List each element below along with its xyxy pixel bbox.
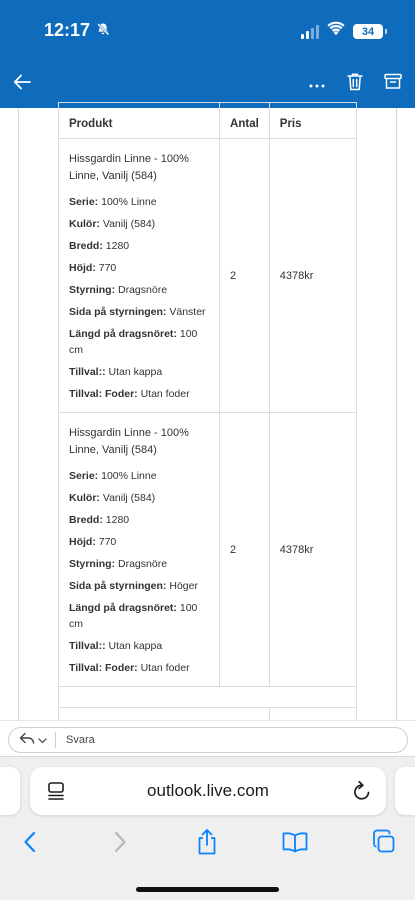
attribute-value: Utan foder (137, 388, 190, 400)
bookmarks-button[interactable] (277, 827, 313, 861)
attribute-label: Sida på styrningen: (69, 306, 167, 318)
product-name: Hissgardin Linne - 100% Linne, Vanilj (584) (69, 153, 189, 182)
attribute-label: Tillval:: (69, 366, 106, 378)
message-frame-left (18, 108, 19, 720)
home-indicator[interactable] (136, 887, 279, 892)
attribute-value: 1280 (102, 240, 130, 252)
message-frame-right (396, 108, 397, 720)
attribute-row (69, 468, 209, 484)
attribute-label: Tillval:: (69, 640, 106, 652)
trash-icon (346, 72, 364, 96)
reply-icon (19, 731, 35, 749)
attribute-label: Kulör: (69, 492, 100, 504)
reply-field[interactable] (8, 727, 408, 753)
attribute-label: Längd på dragsnöret: (69, 602, 177, 614)
attribute-label: Tillval: Foder: (69, 388, 138, 400)
status-bar (0, 0, 415, 60)
attribute-value: Vänster (166, 306, 206, 318)
spacer-row (59, 687, 357, 708)
attribute-row (69, 638, 209, 654)
more-horizontal-icon (309, 75, 325, 93)
delete-button[interactable] (339, 68, 371, 100)
back-button[interactable] (6, 68, 38, 100)
order-table (58, 102, 357, 744)
attribute-value: Utan foder (137, 662, 190, 674)
attribute-label: Längd på dragsnöret: (69, 328, 177, 340)
attribute-row (69, 660, 209, 676)
quantity-cell: 2 (220, 413, 270, 687)
price-cell: 4378kr (269, 139, 356, 413)
attribute-value: 1280 (102, 514, 130, 526)
reply-bar (0, 720, 415, 756)
attribute-label: Tillval: Foder: (69, 662, 138, 674)
url-text[interactable]: outlook.live.com (147, 781, 269, 800)
archive-button[interactable] (377, 68, 409, 100)
status-time-group (44, 20, 110, 41)
attribute-label: Kulör: (69, 218, 100, 230)
attribute-row (69, 534, 209, 550)
attribute-row (69, 512, 209, 528)
chevron-left-icon (23, 831, 37, 858)
quantity-cell: 2 (220, 139, 270, 413)
attribute-value: 100% Linne (98, 470, 157, 482)
attribute-label: Serie: (69, 196, 99, 208)
browser-nav-row (0, 827, 415, 861)
product-cell (59, 139, 220, 413)
attribute-row (69, 490, 209, 506)
status-indicators (301, 22, 383, 41)
attribute-label: Höjd: (69, 262, 96, 274)
attribute-row (69, 578, 209, 594)
browser-forward-button[interactable] (102, 827, 138, 861)
attribute-label: Styrning: (69, 284, 116, 296)
tabs-button[interactable] (366, 827, 402, 861)
attribute-row (69, 282, 209, 298)
attribute-value: 100% Linne (98, 196, 157, 208)
table-row (59, 139, 357, 413)
attribute-row (69, 260, 209, 276)
header-quantity: Antal (220, 103, 270, 139)
silent-bell-icon (96, 20, 110, 41)
attribute-value: 100 cm (69, 602, 198, 630)
browser-back-button[interactable] (12, 827, 48, 861)
attribute-label: Bredd: (69, 514, 103, 526)
chevron-down-icon (38, 731, 47, 749)
header-product: Produkt (59, 103, 220, 139)
attribute-row (69, 600, 209, 632)
table-row (59, 413, 357, 687)
battery-icon (353, 24, 383, 39)
status-time: 12:17 (44, 20, 91, 40)
reply-placeholder[interactable]: Svara (66, 734, 95, 746)
chevron-right-icon (113, 831, 127, 858)
attribute-row (69, 216, 209, 232)
attribute-value: Höger (166, 580, 198, 592)
attribute-value: Dragsnöre (115, 558, 168, 570)
email-body[interactable] (0, 108, 415, 720)
attribute-row (69, 364, 209, 380)
attribute-value: Utan kappa (105, 366, 163, 378)
attribute-label: Bredd: (69, 240, 103, 252)
reply-type-dropdown[interactable] (9, 732, 56, 748)
tabs-icon (371, 829, 397, 860)
attribute-row (69, 304, 209, 320)
battery-level: 34 (361, 25, 375, 38)
attribute-value: 770 (95, 262, 117, 274)
table-header-row (59, 103, 357, 139)
attribute-row (69, 386, 209, 402)
product-name: Hissgardin Linne - 100% Linne, Vanilj (584) (69, 427, 189, 456)
arrow-left-icon (13, 74, 31, 95)
previous-tab-peek[interactable] (0, 767, 20, 815)
attribute-label: Serie: (69, 470, 99, 482)
more-options-button[interactable] (301, 68, 333, 100)
attribute-label: Höjd: (69, 536, 96, 548)
attribute-row (69, 194, 209, 210)
spacer-cell (59, 687, 357, 708)
attribute-value: Dragsnöre (115, 284, 168, 296)
archive-icon (384, 73, 402, 95)
attribute-value: Utan kappa (105, 640, 163, 652)
bookmarks-icon (281, 831, 309, 858)
browser-toolbar (0, 756, 415, 900)
attribute-row (69, 556, 209, 572)
header-price: Pris (269, 103, 356, 139)
attribute-label: Sida på styrningen: (69, 580, 167, 592)
share-icon (196, 828, 218, 861)
product-cell (59, 413, 220, 687)
share-button[interactable] (189, 827, 225, 861)
cellular-signal-icon (301, 25, 319, 39)
attribute-value: Vanilj (584) (99, 492, 156, 504)
attribute-row (69, 326, 209, 358)
address-bar[interactable] (30, 767, 386, 815)
attribute-value: Vanilj (584) (99, 218, 156, 230)
attribute-value: 770 (95, 536, 117, 548)
attribute-label: Styrning: (69, 558, 116, 570)
next-tab-peek[interactable] (395, 767, 415, 815)
attribute-value: 100 cm (69, 328, 198, 356)
wifi-icon (327, 22, 345, 41)
mail-toolbar (0, 60, 415, 108)
price-cell: 4378kr (269, 413, 356, 687)
attribute-row (69, 238, 209, 254)
reload-icon[interactable] (352, 780, 372, 807)
